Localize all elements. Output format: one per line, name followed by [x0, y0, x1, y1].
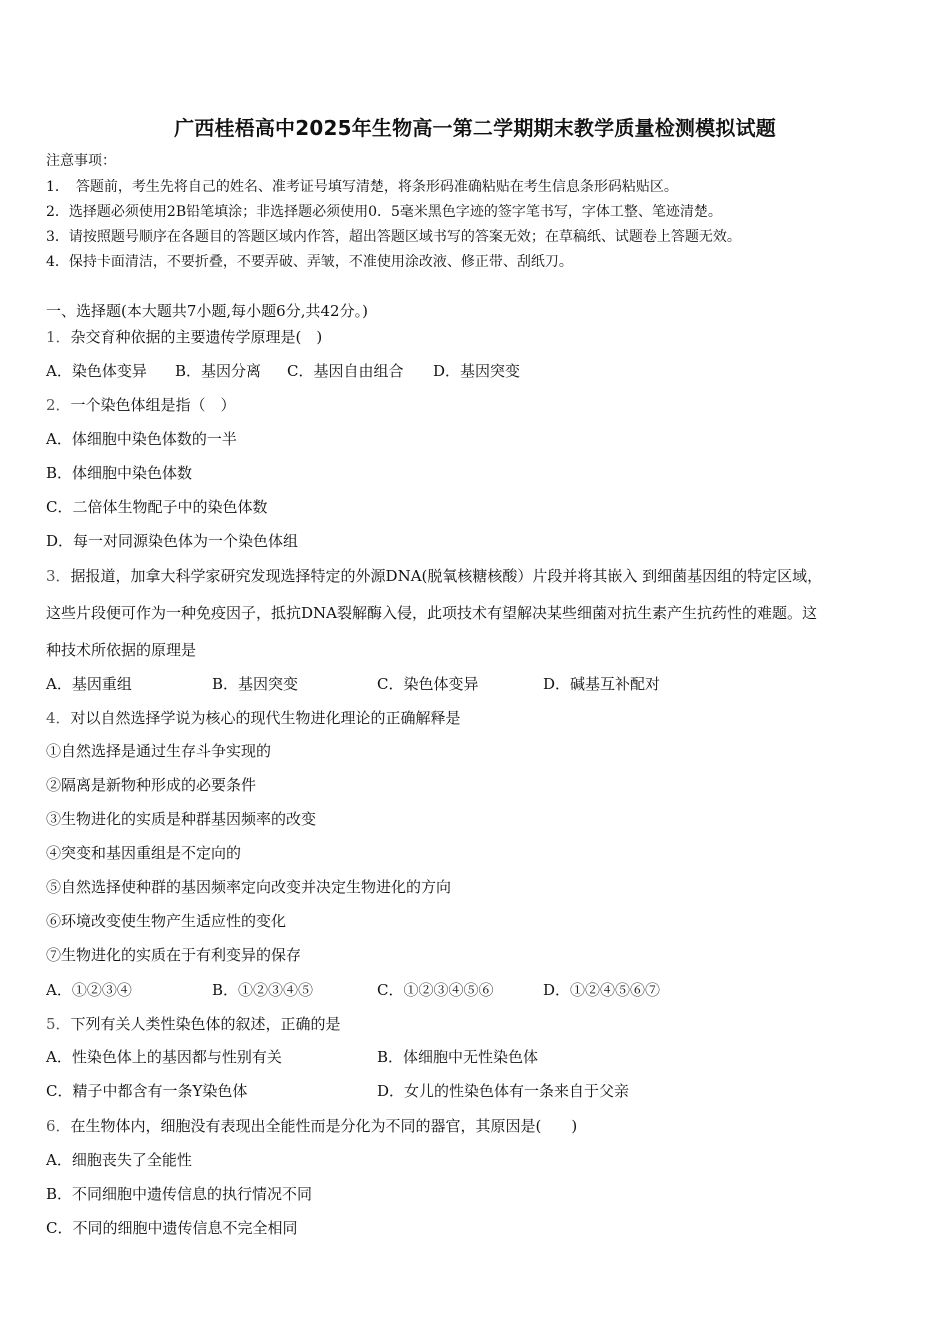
page-title: 广西桂梧高中2025年生物高一第二学期期末教学质量检测模拟试题 [174, 116, 776, 140]
question-stem-continued: 这些片段便可作为一种免疫因子，抵抗DNA裂解酶入侵，此项技术有望解决某些细菌对抗生素产生抗药性的难题。这 [46, 604, 817, 622]
question-number: 1． [46, 328, 71, 346]
question-1 [46, 327, 322, 347]
option-b[interactable]: B．不同细胞中遗传信息的执行情况不同 [46, 1185, 313, 1203]
statement: ③生物进化的实质是种群基因频率的改变 [46, 810, 317, 828]
question-stem: 对以自然选择学说为核心的现代生物进化理论的正确解释是 [70, 709, 461, 727]
option-c[interactable]: C．精子中都含有一条Y染色体 [46, 1082, 248, 1100]
notice-item: 4．保持卡面清洁，不要折叠，不要弄破、弄皱，不准使用涂改液、修正带、刮纸刀。 [46, 254, 573, 270]
question-stem: 杂交育种依据的主要遗传学原理是( ) [70, 328, 323, 346]
notice-heading: 注意事项： [46, 153, 116, 169]
question-stem: 据报道，加拿大科学家研究发现选择特定的外源DNA(脱氧核糖核酸）片段并将其嵌入 到细菌基因组的特定区域， [70, 567, 823, 585]
option-d[interactable]: D．女儿的性染色体有一条来自于父亲 [377, 1082, 630, 1100]
notice-item: 1． 答题前，考生先将自己的姓名、准考证号填写清楚，将条形码准确粘贴在考生信息条形码粘贴区。 [46, 179, 678, 195]
question-stem: 一个染色体组是指（ ） [70, 396, 236, 414]
question-number: 5． [46, 1015, 71, 1033]
notice-item: 2．选择题必须使用2B铅笔填涂；非选择题必须使用0．5毫米黑色字迹的签字笔书写，字体工整、笔迹清楚。 [46, 204, 722, 220]
question-2 [46, 395, 236, 415]
option-c[interactable]: C．二倍体生物配子中的染色体数 [46, 498, 268, 516]
option-a[interactable]: A．①②③④ [46, 981, 132, 999]
question-stem: 在生物体内，细胞没有表现出全能性而是分化为不同的器官，其原因是( ) [70, 1117, 578, 1135]
statement: ①自然选择是通过生存斗争实现的 [46, 742, 272, 760]
option-a[interactable]: A．性染色体上的基因都与性别有关 [46, 1048, 282, 1066]
question-5 [46, 1014, 341, 1034]
statement: ②隔离是新物种形成的必要条件 [46, 776, 257, 794]
option-b[interactable]: B．体细胞中无性染色体 [377, 1048, 539, 1066]
question-stem: 下列有关人类性染色体的叙述，正确的是 [70, 1015, 341, 1033]
section-heading: 一、选择题(本大题共7小题,每小题6分,共42分。) [46, 302, 368, 320]
option-c[interactable]: C．基因自由组合 [287, 362, 404, 380]
option-c[interactable]: C．染色体变异 [377, 675, 479, 693]
question-stem-continued: 种技术所依据的原理是 [46, 641, 197, 659]
statement: ④突变和基因重组是不定向的 [46, 844, 242, 862]
question-6 [46, 1116, 577, 1136]
option-b[interactable]: B．①②③④⑤ [212, 981, 314, 999]
question-number: 4． [46, 709, 71, 727]
notice-item: 3．请按照题号顺序在各题目的答题区域内作答，超出答题区域书写的答案无效；在草稿纸、试题卷上答题无效。 [46, 229, 741, 245]
option-c[interactable]: C．不同的细胞中遗传信息不完全相同 [46, 1219, 298, 1237]
question-3 [46, 566, 822, 586]
option-d[interactable]: D．碱基互补配对 [543, 675, 661, 693]
option-b[interactable]: B．基因突变 [212, 675, 299, 693]
statement: ⑥环境改变使生物产生适应性的变化 [46, 912, 287, 930]
option-d[interactable]: D．基因突变 [433, 362, 521, 380]
statement: ⑦生物进化的实质在于有利变异的保存 [46, 946, 302, 964]
statement: ⑤自然选择使种群的基因频率定向改变并决定生物进化的方向 [46, 878, 452, 896]
option-c[interactable]: C．①②③④⑤⑥ [377, 981, 494, 999]
question-number: 2． [46, 396, 71, 414]
question-4 [46, 708, 461, 728]
question-number: 3． [46, 567, 71, 585]
question-number: 6． [46, 1117, 71, 1135]
option-d[interactable]: D．①②④⑤⑥⑦ [543, 981, 661, 999]
option-b[interactable]: B．体细胞中染色体数 [46, 464, 193, 482]
option-a[interactable]: A．细胞丧失了全能性 [46, 1151, 192, 1169]
option-a[interactable]: A．染色体变异 [46, 362, 147, 380]
option-a[interactable]: A．基因重组 [46, 675, 132, 693]
option-d[interactable]: D．每一对同源染色体为一个染色体组 [46, 532, 299, 550]
option-b[interactable]: B．基因分离 [175, 362, 262, 380]
option-a[interactable]: A．体细胞中染色体数的一半 [46, 430, 237, 448]
